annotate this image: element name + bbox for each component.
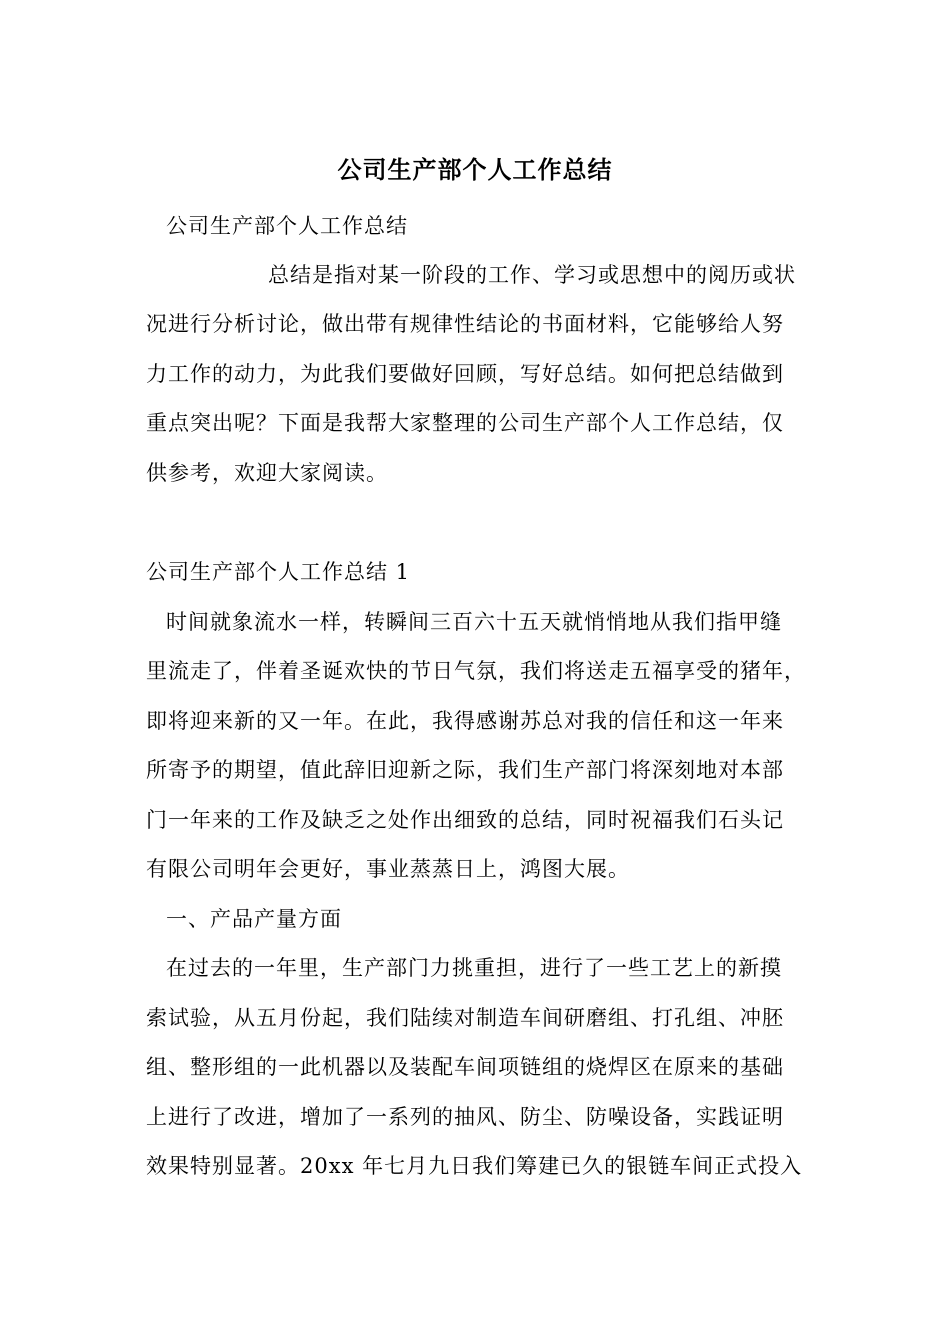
intro-line: 供参考，欢迎大家阅读。 xyxy=(146,461,388,485)
document-subtitle: 公司生产部个人工作总结 xyxy=(166,214,408,238)
paragraph-line: 时间就象流水一样，转瞬间三百六十五天就悄悄地从我们指甲缝 xyxy=(166,610,782,634)
paragraph-line: 效果特别显著。20xx 年七月九日我们筹建已久的银链车间正式投入 xyxy=(146,1154,803,1178)
paragraph-line: 上进行了改进，增加了一系列的抽风、防尘、防噪设备，实践证明 xyxy=(146,1105,784,1129)
subheading: 一、产品产量方面 xyxy=(166,907,342,931)
intro-line: 力工作的动力，为此我们要做好回顾，写好总结。如何把总结做到 xyxy=(146,362,784,386)
paragraph-line: 所寄予的期望，值此辞旧迎新之际，我们生产部门将深刻地对本部 xyxy=(146,758,784,782)
paragraph-line: 组、整形组的一此机器以及装配车间项链组的烧焊区在原来的基础 xyxy=(146,1055,784,1079)
document-title: 公司生产部个人工作总结 xyxy=(337,155,613,184)
paragraph-line: 里流走了，伴着圣诞欢快的节日气氛，我们将送走五福享受的猪年， xyxy=(146,659,806,683)
section-heading: 公司生产部个人工作总结 1 xyxy=(146,560,411,584)
paragraph-line: 即将迎来新的又一年。在此，我得感谢苏总对我的信任和这一年来 xyxy=(146,709,784,733)
paragraph-line: 有限公司明年会更好，事业蒸蒸日上，鸿图大展。 xyxy=(146,857,630,881)
paragraph-line: 门一年来的工作及缺乏之处作出细致的总结，同时祝福我们石头记 xyxy=(146,808,784,832)
intro-line: 况进行分析讨论，做出带有规律性结论的书面材料，它能够给人努 xyxy=(146,312,784,336)
paragraph-line: 索试验，从五月份起，我们陆续对制造车间研磨组、打孔组、冲胚 xyxy=(146,1006,784,1030)
intro-line: 总结是指对某一阶段的工作、学习或思想中的阅历或状 xyxy=(268,263,796,287)
intro-line: 重点突出呢？下面是我帮大家整理的公司生产部个人工作总结，仅 xyxy=(146,411,784,435)
paragraph-line: 在过去的一年里，生产部门力挑重担，进行了一些工艺上的新摸 xyxy=(166,956,782,980)
